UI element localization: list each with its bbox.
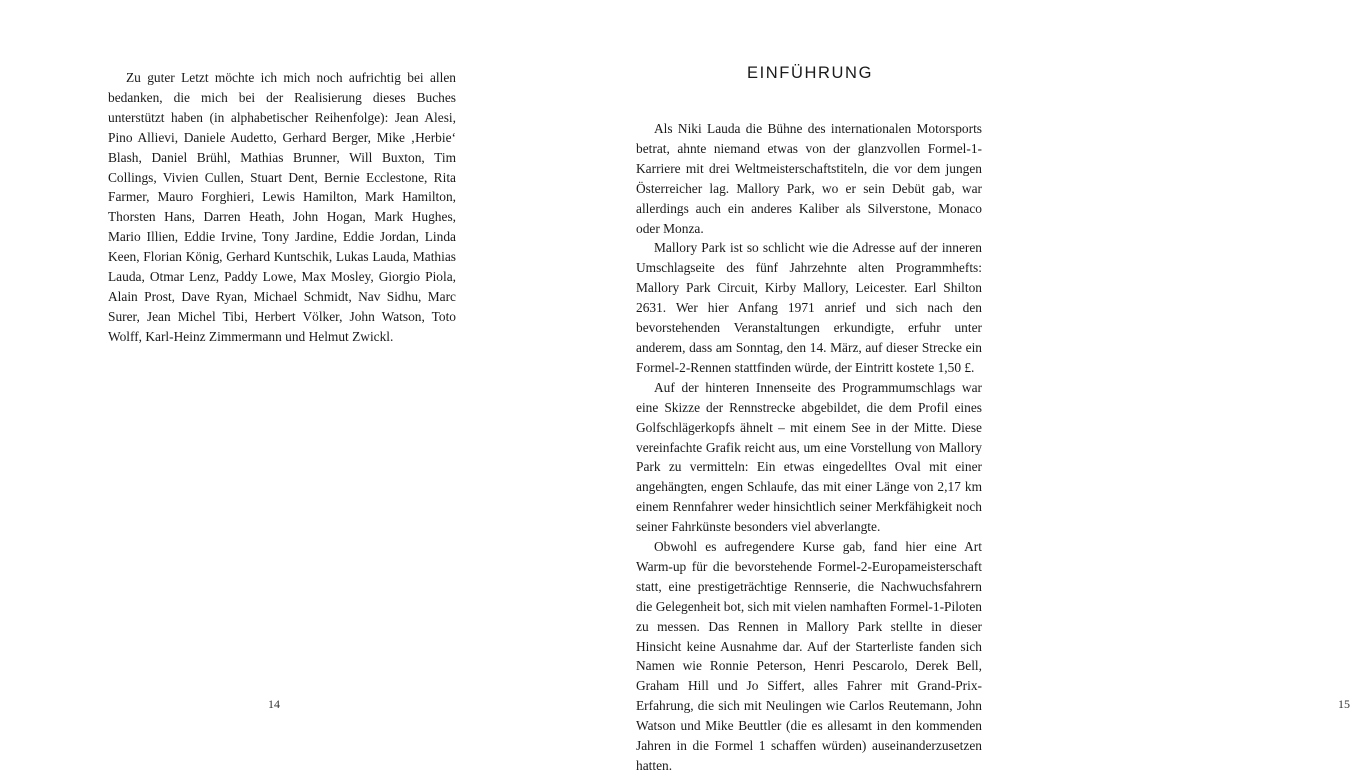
body-paragraph: Mallory Park ist so schlicht wie die Adresse auf der inneren Umschlagseite des fünf Jahrzehnte alten Programmhefts: Mallory Park Circuit, Kirby Mallory, Leicester. Earl Shilton 2631. Wer hier Anfang 1971 anrief und sich nach den bevorstehenden Veranstaltungen erkundigte, erfuhr unter anderem, dass am Sonntag, den 14. März, auf dieser Strecke ein Formel-2-Rennen stattfinden würde, der Eintritt kostete 1,50 £. [636, 240, 982, 375]
page-number-right: 15 [1338, 697, 1350, 711]
body-paragraph: Obwohl es aufregendere Kurse gab, fand hier eine Art Warm-up für die bevorstehende Formel-2-Europameisterschaft statt, eine prestigeträchtige Rennserie, die Nachwuchsfahrern die Gelegenheit bot, sich mit vielen namhaften Formel-1-Piloten zu messen. Das Rennen in Mallory Park stellte in dieser Hinsicht keine Ausnahme dar. Auf der Starterliste fanden sich Namen wie Ronnie Peterson, Henri Pescarolo, Derek Bell, Graham Hill und Jo Siffert, alles Fahrer mit Grand-Prix-Erfahrung, die sich mit Neulingen wie Carlos Reutemann, John Watson und Mike Beuttler (die es allesamt in den kommenden Jahren in die Formel 1 schaffen würden) auseinanderzusetzen hatten. [636, 539, 982, 773]
acknowledgements-paragraph: Zu guter Letzt möchte ich mich noch aufrichtig bei allen bedanken, die mich bei der Realisierung dieses Buches unterstützt haben (in alphabetischer Reihenfolge): Jean Alesi, Pino Allievi, Daniele Audetto, Gerhard Berger, Mike ‚Herbie‘ Blash, Daniel Brühl, Mathias Brunner, Will Buxton, Tim Collings, Vivien Cullen, Stuart Dent, Bernie Ecclestone, Rita Farmer, Mauro Forghieri, Lewis Hamilton, Mark Hamilton, Thorsten Hans, Darren Heath, John Hogan, Mark Hughes, Mario Illien, Eddie Irvine, Tony Jardine, Eddie Jordan, Linda Keen, Florian König, Gerhard Kuntschik, Lukas Lauda, Mathias Lauda, Otmar Lenz, Paddy Lowe, Max Mosley, Giorgio Piola, Alain Prost, Dave Ryan, Michael Schmidt, Nav Sidhu, Marc Surer, Jean Michel Tibi, Herbert Völker, John Watson, Toto Wolff, Karl-Heinz Zimmermann und Helmut Zwickl. [108, 70, 456, 344]
body-paragraph: Als Niki Lauda die Bühne des internationalen Motorsports betrat, ahnte niemand etwas von der glanzvollen Formel-1-Karriere mit drei Weltmeisterschaftstiteln, die vor dem jungen Österreicher lag. Mallory Park, wo er sein Debüt gab, war allerdings auch ein anderes Kaliber als Silverstone, Monaco oder Monza. [636, 121, 982, 236]
chapter-title: EINFÜHRUNG [747, 64, 873, 82]
acknowledgements-text [108, 68, 456, 347]
left-page [0, 0, 540, 764]
introduction-text [636, 119, 982, 776]
right-page [540, 0, 1350, 773]
page-number-left: 14 [268, 697, 280, 711]
body-paragraph: Auf der hinteren Innenseite des Programmumschlags war eine Skizze der Rennstrecke abgebildet, die dem Profil eines Golfschlägerkopfs ähnelt – mit einem See in der Mitte. Diese vereinfachte Grafik reicht aus, um eine Vorstellung von Mallory Park zu vermitteln: Ein etwas eingedelltes Oval mit einer angehängten, engen Schlaufe, das mit einer Länge von 2,17 km einem Rennfahrer weder hinsichtlich seiner Merkfähigkeit noch seiner Fahrkünste besonders viel abverlangte. [636, 379, 982, 535]
